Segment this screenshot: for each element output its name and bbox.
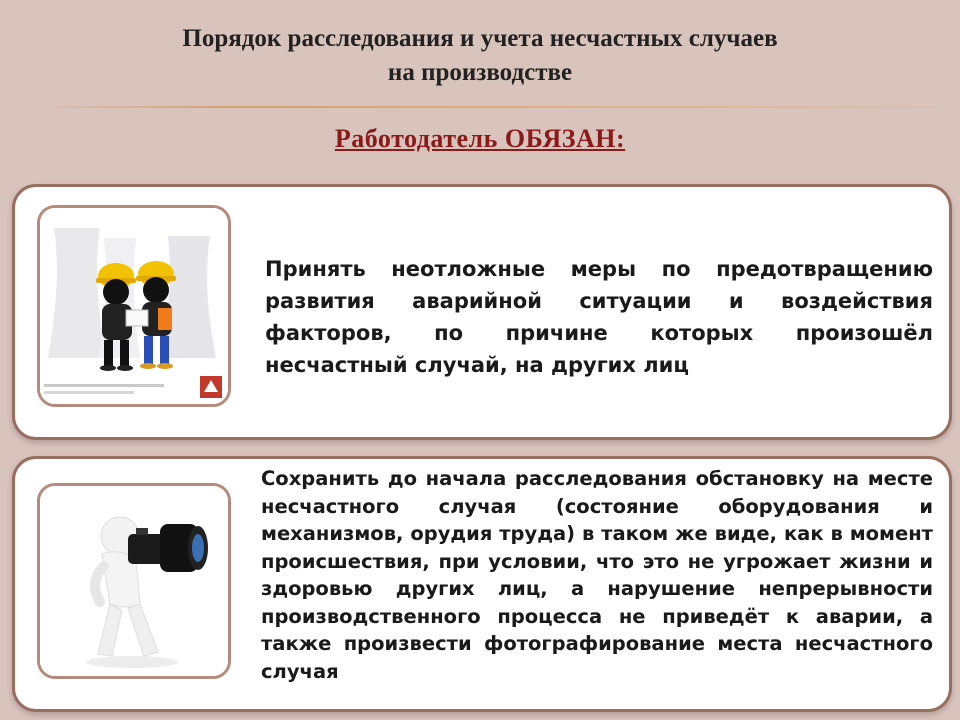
duty-card-1 (12, 184, 952, 440)
duty-text-2: Сохранить до начала расследования обстановку на месте несчастного случая (состояние оборудования и механизмов, орудия труда) в таком же виде, как в момент происшествия, при условии, что это не угрожает жизни и здоровью других лиц, а нарушение непрерывности производственного процесса не приведёт к аварии, а также произвести фотографирование места несчастного случая (261, 467, 933, 683)
page-title (0, 22, 960, 90)
title-divider (56, 106, 936, 108)
title-line-2: на производстве (387, 59, 573, 86)
duty-text-1: Принять неотложные меры по предотвращению развития аварийной ситуации и воздействия факторов, по причине которых произошёл несчастный случай, на других лиц (265, 257, 933, 377)
workers-in-hard-hats-icon (37, 205, 231, 407)
subtitle: Работодатель ОБЯЗАН: (334, 124, 626, 153)
photographer-with-camera-icon (37, 483, 231, 679)
title-line-1: Порядок расследования и учета несчастных случаев (182, 25, 778, 52)
duty-card-2 (12, 456, 952, 712)
